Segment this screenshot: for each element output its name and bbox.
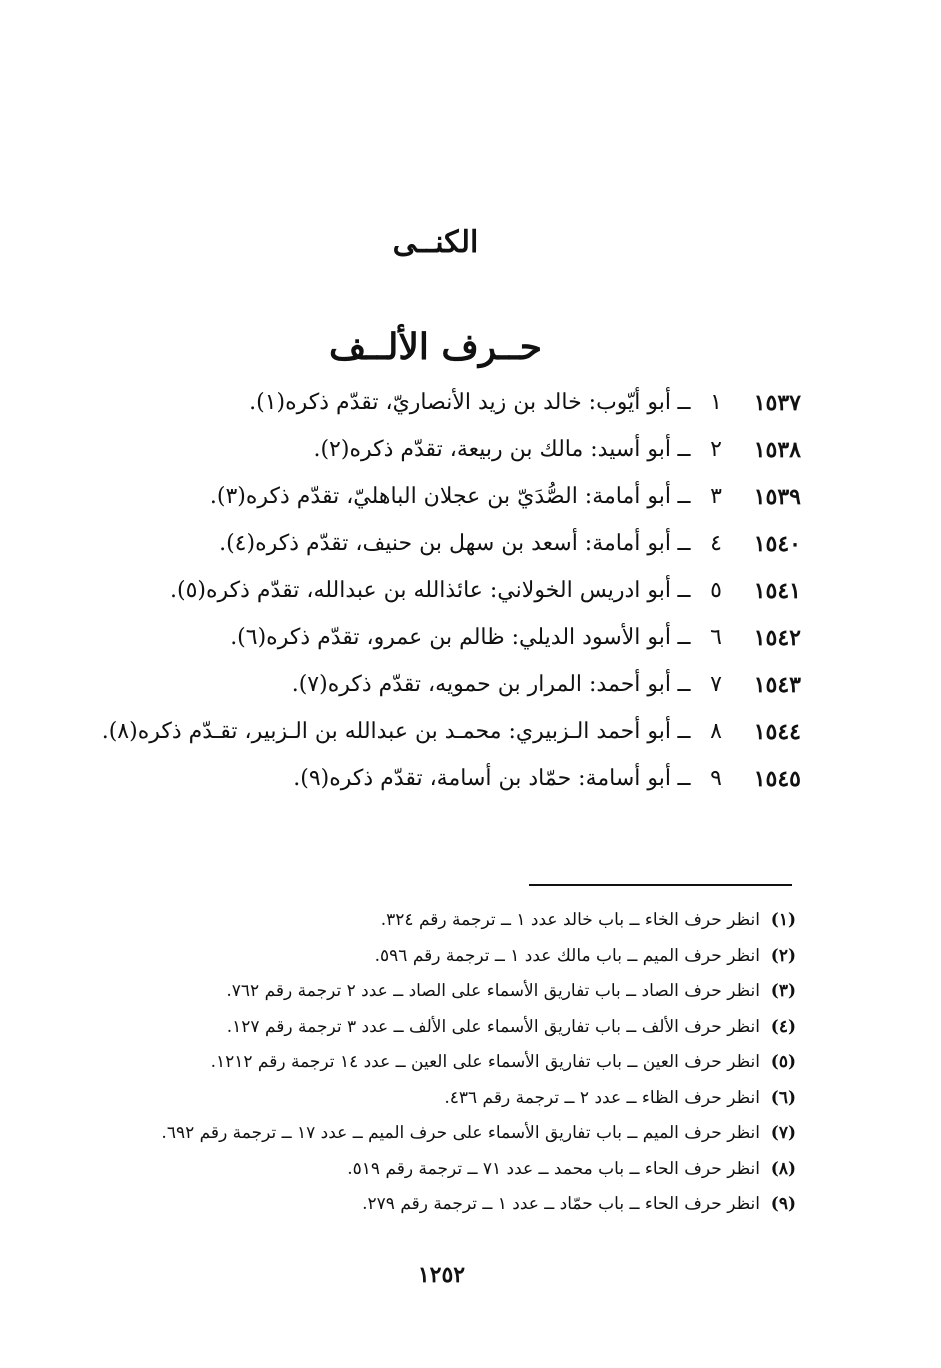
- footnote-text: انظر حرف الحاء ــ باب حمّاد ــ عدد ١ ــ ترجمة رقم ٢٧٩.: [362, 1194, 760, 1214]
- entry-index: ٣: [710, 484, 722, 509]
- entry-number: ١٥٣٩: [753, 484, 801, 510]
- footnote-text: انظر حرف العين ــ باب تفاريق الأسماء على العين ــ عدد ١٤ ترجمة رقم ١٢١٢.: [210, 1052, 760, 1072]
- list-item: [101, 482, 801, 512]
- list-item: [101, 576, 801, 606]
- footnote-mark: (٦): [770, 1087, 796, 1108]
- entry-dash: ــ: [677, 484, 691, 509]
- footnote-list: [96, 908, 796, 1228]
- entry-text: أبو أسامة: حمّاد بن أسامة، تقدّم ذكره(٩).: [293, 766, 671, 791]
- entry-index: ٦: [710, 625, 722, 650]
- entry-index: ١: [710, 390, 722, 415]
- footnote-text: انظر حرف الميم ــ باب تفاريق الأسماء على حرف الميم ــ عدد ١٧ ــ ترجمة رقم ٦٩٢.: [161, 1123, 760, 1143]
- footnote-divider: [529, 884, 792, 886]
- footnote-text: انظر حرف الظاء ــ عدد ٢ ــ ترجمة رقم ٤٣٦.: [444, 1087, 760, 1108]
- entry-text: أبو أيّوب: خالد بن زيد الأنصاريّ، تقدّم ذكره(١).: [249, 390, 671, 415]
- footnote: [96, 908, 796, 932]
- entry-list: [101, 388, 801, 811]
- footnote: [96, 1050, 796, 1074]
- entry-text: أبو أسيد: مالك بن ربيعة، تقدّم ذكره(٢).: [313, 437, 671, 462]
- list-item: [101, 388, 801, 418]
- entry-number: ١٥٣٧: [753, 390, 801, 416]
- letter-title: حــرف الألــف: [329, 326, 542, 368]
- list-item: [101, 623, 801, 653]
- footnote: [96, 979, 796, 1003]
- list-item: [101, 670, 801, 700]
- entry-text: أبو الأسود الديلي: ظالم بن عمرو، تقدّم ذكره(٦).: [230, 625, 671, 650]
- entry-text: أبو أحمد: المرار بن حمويه، تقدّم ذكره(٧).: [291, 672, 671, 697]
- entry-index: ٢: [710, 437, 722, 462]
- entry-dash: ــ: [677, 578, 691, 603]
- footnote-text: انظر حرف الألف ــ باب تفاريق الأسماء على الألف ــ عدد ٣ ترجمة رقم ١٢٧.: [226, 1016, 760, 1037]
- footnote-text: انظر حرف الميم ــ باب مالك عدد ١ ــ ترجمة رقم ٥٩٦.: [374, 945, 760, 966]
- footnote: [96, 1121, 796, 1145]
- entry-number: ١٥٤٠: [753, 531, 801, 557]
- entry-index: ٩: [710, 766, 722, 791]
- footnote: [96, 1086, 796, 1110]
- entry-index: ٥: [710, 578, 722, 603]
- entry-number: ١٥٣٨: [753, 437, 801, 463]
- entry-dash: ــ: [677, 625, 691, 650]
- entry-index: ٤: [710, 531, 722, 556]
- entry-number: ١٥٤١: [753, 578, 801, 604]
- entry-text: أبو أمامة: أسعد بن سهل بن حنيف، تقدّم ذكره(٤).: [219, 531, 671, 556]
- footnote: [96, 944, 796, 968]
- footnote: [96, 1015, 796, 1039]
- footnote-mark: (٤): [770, 1016, 796, 1037]
- entry-number: ١٥٤٣: [753, 672, 801, 698]
- footnote-mark: (٧): [770, 1123, 796, 1143]
- footnote: [96, 1157, 796, 1181]
- section-title: الكنــى: [392, 225, 479, 260]
- entry-dash: ــ: [677, 672, 691, 697]
- entry-dash: ــ: [677, 531, 691, 556]
- footnote-mark: (٩): [770, 1194, 796, 1214]
- list-item: [101, 764, 801, 794]
- entry-dash: ــ: [677, 719, 691, 744]
- entry-dash: ــ: [677, 766, 691, 791]
- entry-index: ٧: [710, 672, 722, 697]
- list-item: [101, 529, 801, 559]
- footnote-mark: (١): [770, 910, 796, 930]
- footnote-mark: (٨): [770, 1158, 796, 1179]
- footnote-text: انظر حرف الصاد ــ باب تفاريق الأسماء على الصاد ــ عدد ٢ ترجمة رقم ٧٦٢.: [226, 981, 760, 1001]
- entry-number: ١٥٤٤: [753, 719, 801, 745]
- entry-dash: ــ: [677, 390, 691, 415]
- footnote-mark: (٢): [770, 945, 796, 966]
- footnote: [96, 1192, 796, 1216]
- page-number: ١٢٥٢: [417, 1262, 466, 1288]
- footnote-mark: (٥): [770, 1052, 796, 1072]
- entry-text: أبو أحمد الـزبيري: محمـد بن عبدالله بن الـزبير، تقـدّم ذكره(٨).: [101, 719, 671, 744]
- footnote-text: انظر حرف الخاء ــ باب خالد عدد ١ ــ ترجمة رقم ٣٢٤.: [380, 910, 760, 930]
- entry-index: ٨: [710, 719, 722, 744]
- entry-text: أبو ادريس الخولاني: عائذالله بن عبدالله، تقدّم ذكره(٥).: [170, 578, 671, 603]
- footnote-mark: (٣): [770, 981, 796, 1001]
- list-item: [101, 717, 801, 747]
- entry-text: أبو أمامة: الصُّدَيّ بن عجلان الباهليّ، تقدّم ذكره(٣).: [209, 484, 671, 509]
- entry-number: ١٥٤٢: [753, 625, 801, 651]
- list-item: [101, 435, 801, 465]
- footnote-text: انظر حرف الحاء ــ باب محمد ــ عدد ٧١ ــ ترجمة رقم ٥١٩.: [347, 1158, 760, 1179]
- entry-dash: ــ: [677, 437, 691, 462]
- entry-number: ١٥٤٥: [753, 766, 801, 792]
